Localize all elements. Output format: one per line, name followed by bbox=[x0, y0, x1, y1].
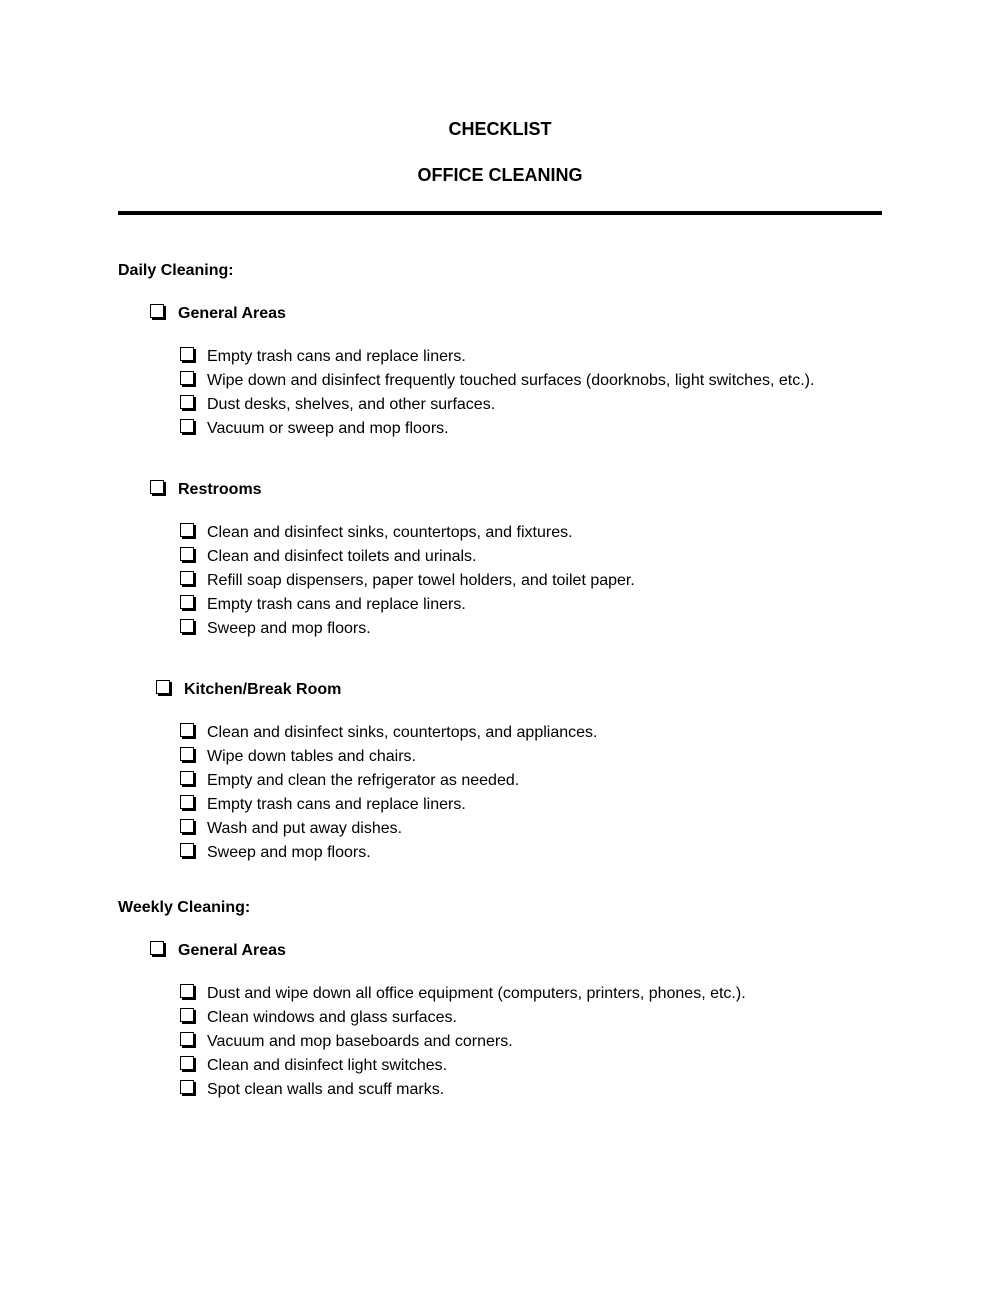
checklist-item-label: Dust desks, shelves, and other surfaces. bbox=[207, 396, 496, 413]
checklist-item-label: Wash and put away dishes. bbox=[207, 820, 403, 837]
checklist-item-label: Empty trash cans and replace liners. bbox=[207, 348, 466, 365]
group-heading-label: General Areas bbox=[178, 305, 286, 322]
checkbox-icon[interactable] bbox=[180, 843, 194, 857]
checkbox-icon[interactable] bbox=[180, 523, 194, 537]
checklist-item[interactable] bbox=[180, 521, 635, 545]
checklist-item[interactable] bbox=[180, 1078, 746, 1102]
checkbox-icon[interactable] bbox=[180, 984, 194, 998]
checkbox-icon[interactable] bbox=[180, 547, 194, 561]
checklist-item[interactable] bbox=[180, 1030, 746, 1054]
checkbox-icon[interactable] bbox=[150, 480, 164, 494]
checkbox-icon[interactable] bbox=[150, 304, 164, 318]
checkbox-icon[interactable] bbox=[150, 941, 164, 955]
checklist-item[interactable] bbox=[180, 417, 814, 441]
checklist-item-label: Empty and clean the refrigerator as needed. bbox=[207, 772, 520, 789]
header-divider bbox=[118, 211, 882, 215]
group-heading-label: Restrooms bbox=[178, 481, 262, 498]
checklist-item[interactable] bbox=[180, 1054, 746, 1078]
checkbox-icon[interactable] bbox=[180, 1056, 194, 1070]
checklist-item-label: Clean and disinfect light switches. bbox=[207, 1057, 448, 1074]
checklist-item-label: Refill soap dispensers, paper towel holders, and toilet paper. bbox=[207, 572, 635, 589]
checkbox-icon[interactable] bbox=[180, 619, 194, 633]
group-daily-kitchen-break-room[interactable] bbox=[156, 680, 341, 700]
checklist-item-label: Wipe down and disinfect frequently touched surfaces (doorknobs, light switches, etc.). bbox=[207, 372, 815, 389]
checklist-item[interactable] bbox=[180, 393, 814, 417]
checklist-daily-restrooms bbox=[180, 521, 635, 641]
group-daily-restrooms[interactable] bbox=[150, 480, 262, 500]
checklist-item-label: Sweep and mop floors. bbox=[207, 844, 371, 861]
checkbox-icon[interactable] bbox=[180, 371, 194, 385]
checklist-item-label: Sweep and mop floors. bbox=[207, 620, 371, 637]
checklist-item-label: Empty trash cans and replace liners. bbox=[207, 596, 466, 613]
checklist-item[interactable] bbox=[180, 841, 597, 865]
checklist-item[interactable] bbox=[180, 569, 635, 593]
checkbox-icon[interactable] bbox=[180, 771, 194, 785]
checklist-item[interactable] bbox=[180, 617, 635, 641]
checkbox-icon[interactable] bbox=[180, 1008, 194, 1022]
group-weekly-general-areas[interactable] bbox=[150, 941, 286, 961]
document-title: CHECKLIST bbox=[448, 119, 552, 139]
checklist-item-label: Clean windows and glass surfaces. bbox=[207, 1009, 457, 1026]
checkbox-icon[interactable] bbox=[180, 723, 194, 737]
checkbox-icon[interactable] bbox=[180, 571, 194, 585]
checklist-item[interactable] bbox=[180, 793, 597, 817]
checkbox-icon[interactable] bbox=[180, 819, 194, 833]
checklist-item[interactable] bbox=[180, 545, 635, 569]
checkbox-icon[interactable] bbox=[180, 747, 194, 761]
checklist-item[interactable] bbox=[180, 369, 814, 393]
checklist-item-label: Empty trash cans and replace liners. bbox=[207, 796, 466, 813]
checkbox-icon[interactable] bbox=[180, 1032, 194, 1046]
checkbox-icon[interactable] bbox=[180, 347, 194, 361]
group-heading-label: General Areas bbox=[178, 942, 286, 959]
checklist-daily-general-areas bbox=[180, 345, 814, 441]
checklist-item-label: Clean and disinfect sinks, countertops, and fixtures. bbox=[207, 524, 573, 541]
checklist-weekly-general-areas bbox=[180, 982, 746, 1102]
checkbox-icon[interactable] bbox=[180, 419, 194, 433]
checklist-item-label: Spot clean walls and scuff marks. bbox=[207, 1081, 445, 1098]
checkbox-icon[interactable] bbox=[156, 680, 170, 694]
section-heading-daily: Daily Cleaning: bbox=[118, 262, 234, 279]
checklist-item-label: Vacuum or sweep and mop floors. bbox=[207, 420, 449, 437]
checklist-item-label: Dust and wipe down all office equipment (computers, printers, phones, etc.). bbox=[207, 985, 746, 1002]
checklist-item[interactable] bbox=[180, 982, 746, 1006]
group-heading-label: Kitchen/Break Room bbox=[184, 681, 342, 698]
checklist-item-label: Wipe down tables and chairs. bbox=[207, 748, 416, 765]
group-daily-general-areas[interactable] bbox=[150, 304, 286, 324]
checkbox-icon[interactable] bbox=[180, 795, 194, 809]
checklist-item[interactable] bbox=[180, 345, 814, 369]
checkbox-icon[interactable] bbox=[180, 595, 194, 609]
checkbox-icon[interactable] bbox=[180, 1080, 194, 1094]
checklist-item[interactable] bbox=[180, 769, 597, 793]
checklist-item[interactable] bbox=[180, 745, 597, 769]
checklist-item[interactable] bbox=[180, 593, 635, 617]
checklist-item-label: Vacuum and mop baseboards and corners. bbox=[207, 1033, 513, 1050]
checklist-item-label: Clean and disinfect sinks, countertops, and appliances. bbox=[207, 724, 598, 741]
document-subtitle: OFFICE CLEANING bbox=[417, 165, 583, 185]
checklist-daily-kitchen bbox=[180, 721, 597, 865]
checklist-item[interactable] bbox=[180, 817, 597, 841]
checklist-item-label: Clean and disinfect toilets and urinals. bbox=[207, 548, 477, 565]
checkbox-icon[interactable] bbox=[180, 395, 194, 409]
checklist-item[interactable] bbox=[180, 721, 597, 745]
checklist-item[interactable] bbox=[180, 1006, 746, 1030]
section-heading-weekly: Weekly Cleaning: bbox=[118, 899, 251, 916]
